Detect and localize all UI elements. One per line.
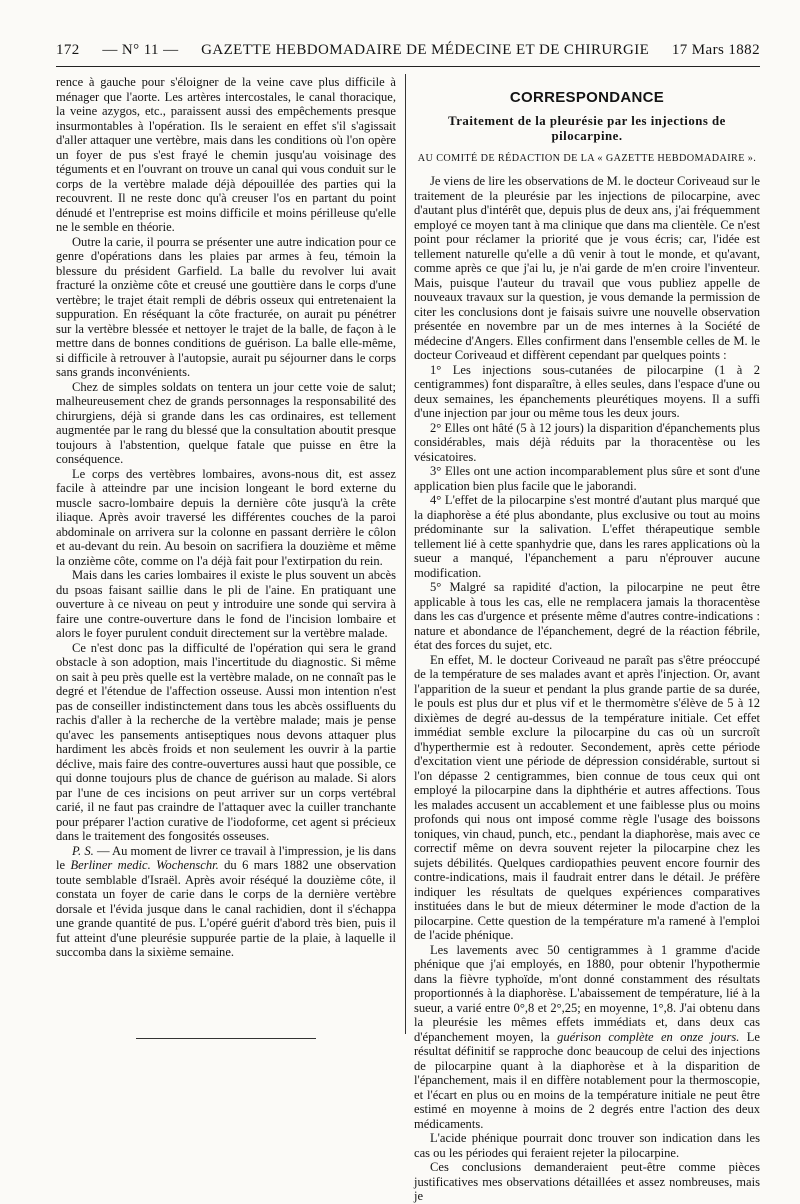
phenic-italic: guérison complète en onze jours. — [557, 1029, 740, 1044]
postscript — [56, 844, 396, 960]
left-paragraph-3: Chez de simples soldats on tentera un jour cette voie de salut; malheureusement chez de grands personnages la responsabilité des chirurgiens, déjà si grande dans les cas ordinaires, est tellement augmentée par le rang du blessé que la consultation aboutit presque toujours à l'abstention, quelque fatale que puisse en être la conséquence. — [56, 379, 396, 466]
page-header — [56, 42, 760, 64]
page-number: 172 — [56, 42, 80, 58]
left-paragraph-1: rence à gauche pour s'éloigner de la veine cave plus difficile à ménager que l'aorte. Les artères intercostales, le canal thoracique, la veine azygos, etc., paraissent aussi des empêchements presque insurmontables à l'opération. Ils le seraient en effet s'il s'agissait d'aller attaquer une vertèbre, mais dans les conditions où l'on opère un foyer de pus s'est frayé le chemin jusqu'au voisinage des téguments et en l'ouvrant on trouve un canal qui vous conduit sur le corps de la vertèbre malade déjà dépouillée des parties qui la recouvrent. Il ne reste donc qu'à creuser l'os en partant du point dénudé et l'entreprise est moins difficile et moins périlleuse qu'elle ne le semble en théorie. — [56, 75, 396, 234]
postscript-journal: Berliner medic. Wochenschr. — [70, 858, 219, 872]
left-column — [56, 75, 396, 960]
right-paragraph-1: Je viens de lire les observations de M. le docteur Coriveaud sur le traitement de la pleurésie par les injections de pilocarpine, avec d'autant plus d'intérêt que, depuis plus de deux ans, j'ai fréquemment employé ce moyen tant à ma clinique que dans ma clientèle. Ce n'est point pour réclamer la priorité que je vous écris; car, l'idée est tellement naturelle qu'elle a dû venir à tout le monde, et qu'avant, comme après ce que j'ai lu, je n'ai garde de m'en croire l'inventeur. Mais, puisque l'auteur du travail que vous publiez appelle de nouveaux travaux sur la question, je vous demande la permission de citer les conclusions dont je faisais suivre une nouvelle observation présentée en novembre par un de mes internes à la Société de médecine d'Angers. Elles confirment dans l'ensemble celles de M. le docteur Coriveaud et diffèrent cependant par quelques points : — [414, 174, 760, 362]
right-paragraph-indication: L'acide phénique pourrait donc trouver son indication dans les cas ou les périodes qui feraient rejeter la pilocarpine. — [414, 1131, 760, 1160]
right-paragraph-final: Ces conclusions demanderaient peut-être comme pièces justificatives mes observations détaillées et assez nombreuses, mais je — [414, 1160, 760, 1203]
left-paragraph-5: Mais dans les caries lombaires il existe le plus souvent un abcès du psoas faisant saillie dans le pli de l'aine. En pratiquant une ouverture à ce niveau on peut y introduire une sonde qui servira à faire une contre-ouverture dans le fond de l'incision lombaire et alors le foyer purulent conduit directement sur la vertèbre malade. — [56, 568, 396, 640]
conclusion-2: 2° Elles ont hâté (5 à 12 jours) la disparition d'épanchements plus considérables, mais déjà réduits par la thoracentèse ou les vésicatoires. — [414, 420, 760, 464]
right-paragraph-phenic-acid — [414, 943, 760, 1132]
article-title: Traitement de la pleurésie par les injections de pilocarpine. — [448, 113, 726, 143]
right-column — [414, 75, 760, 1204]
conclusion-1: 1° Les injections sous-cutanées de pilocarpine (1 à 2 centigrammes) font disparaître, à elles seules, dans l'espace d'une ou deux semaines, les épanchements pleurétiques moyens. Il a suffi d'une injection par jour ou même tous les deux jours. — [414, 362, 760, 420]
conclusion-5: 5° Malgré sa rapidité d'action, la pilocarpine ne peut être applicable à tous les cas, elle ne remplacera jamais la thoracentèse dans les cas d'urgence et présente même d'autres contre-indications : nature et abondance de l'épanchement, degré de la réaction fébrile, état des forces du sujet, etc. — [414, 580, 760, 652]
addressee-line: AU COMITÉ DE RÉDACTION DE LA « GAZETTE HEBDOMADAIRE ». — [417, 152, 757, 164]
postscript-text-b: du 6 mars 1882 une observation toute semblable d'Israël. Après avoir réséqué la douzième côte, il constata un foyer de carie dans le corps de la dernière vertèbre dorsale et l'évida jusque dans le canal rachidien, dont il s'échappa une grande quantité de pus. L'opéré guérit d'abord très bien, puis il fut atteint d'une pleurésie suppurée partie de la plaie, à laquelle il succomba dans la sixième semaine. — [56, 858, 397, 959]
column-divider — [405, 74, 406, 1034]
header-rule — [56, 66, 760, 67]
issue-date: 17 Mars 1882 — [671, 42, 760, 58]
left-paragraph-6: Ce n'est donc pas la difficulté de l'opération qui sera le grand obstacle à son adoption, mais l'incertitude du diagnostic. Si même on sait à peu près quelle est la vertèbre malade, on ne connaît pas le degré et l'étendue de l'affection osseuse. Aussi mon intention n'est pas de conseiller indistinctement dans tous les abcès ossifluents du rachis d'aller à la recherche de la vertèbre malade; mais je pense qu'avec les pansements antiseptiques nous devons attaquer plus hardiment les abcès froids et non seulement les ouvrir à la partie déclive, mais faire des contre-ouvertures aussi haut que possible, ce qui donne toujours plus de chance de guérison au malade. Si alors par l'une de ces incisions on peut arriver sur un corps vertébral carié, il ne faut pas craindre de l'attaquer avec la cuiller tranchante pour préparer l'action curative de l'iodoforme, cet agent si précieux dans le traitement des fongosités osseuses. — [56, 640, 396, 843]
right-paragraph-temperature: En effet, M. le docteur Coriveaud ne paraît pas s'être préoccupé de la température de ses malades avant et après l'injection. Or, avant l'apparition de la sueur et pendant la plus grande partie de sa durée, le pouls est plus dur et plus vif et le thermomètre s'élève de 5 à 12 dixièmes de degré au-dessus de la température initiale. Cet effet immédiat semble exclure la pilocarpine du cas où un surcroît d'hyperthermie est à redouter. Secondement, après cette période d'excitation vient une période de dépression considérable, surtout si l'on dépasse 2 centigrammes, bien connue de tous ceux qui ont employé la pilocarpine dans la diphthérie et autres affections. Tous les malades accusent un accablement et une faiblesse plus ou moins profonds qui nous ont imposé comme règle l'usage des boissons toniques, vin chaud, punch, etc., pendant la diaphorèse, mais avec ce correctif même on devra souvent rejeter la pilocarpine chez les sujets débilités. Quelques cardiopathies peuvent encore fournir des contre-indications, mais il faudrait entrer dans le détail. Je préfère indiquer les résultats de quelques expériences comparatives instituées dans le but de mieux déterminer le mode d'action de la pilocarpine. Cette question de la température m'a ramené à l'emploi de l'acide phénique. — [414, 652, 760, 942]
conclusion-3: 3° Elles ont une action incomparablement plus sûre et sont d'une application bien plus facile que le jaborandi. — [414, 464, 760, 493]
phenic-text-a: Les lavements avec 50 centigrammes à 1 gramme d'acide phénique que j'ai employés, en 1880, pour obtenir l'hypothermie dans la fièvre typhoïde, m'ont donné constamment des résultats proportionnés à la diaphorèse. L'abaissement de température, lié à la sueur, a varié entre 0°,8 et 2°,25; en moyenne, 1°,8. J'ai obtenu dans la pleurésie les mêmes effets immédiats et, dans deux cas d'épanchement moyen, la — [414, 942, 760, 1044]
article-end-rule — [136, 1038, 316, 1039]
left-paragraph-2: Outre la carie, il pourra se présenter une autre indication pour ce genre d'opérations dans les plaies par armes à feu, témoin la blessure du président Garfield. La balle du revolver lui avait fracturé la onzième côte et creusé une gouttière dans le corps d'une vertèbre; le trajet était rempli de débris osseux qui entretenaient la suppuration. En réséquant la côte fracturée, on aurait pu pénétrer sur la vertèbre blessée et nettoyer le trajet de la balle, de façon à le mettre dans de bonnes conditions de guérison. La balle elle-même, si difficile à retrouver à l'autopsie, aurait pu séjourner dans le corps sans grands inconvénients. — [56, 234, 396, 379]
left-paragraph-4: Le corps des vertèbres lombaires, avons-nous dit, est assez facile à atteindre par une incision longeant le bord externe du muscle sacro-lombaire depuis la dernière côte jusqu'à la crête iliaque. Après avoir traversé les différentes couches de la paroi abdominale on arrivera sur la colonne en passant derrière le côlon et au-devant du rein. Au besoin on sacrifiera la douzième et même la onzième côte, comme on l'a déjà fait pour l'extirpation du rein. — [56, 466, 396, 568]
postscript-label: P. S. — [72, 843, 94, 858]
conclusion-4: 4° L'effet de la pilocarpine s'est montré d'autant plus marqué que la diaphorèse a été plus abondante, plus exclusive ou tout au moins prédominante sur la salivation. L'effet thérapeutique semble tellement lié à cette spanhydrie que, dans les rares applications où la sueur a manqué, l'épanchement a paru n'éprouver aucune modification. — [414, 493, 760, 580]
postscript-text-a: — Au moment de livrer ce travail à l'impression, je lis dans le — [56, 843, 397, 872]
issue-number: — N° 11 — — [102, 42, 179, 58]
phenic-text-b: Le résultat définitif se rapproche donc beaucoup de celui des injections de pilocarpine quant à la diaphorèse et à la disparition de l'épanchement, mais il en diffère notablement pour la thermoscopie, et l'écart en plus ou en moins de la température initiale ne peut être estimé en moyenne à moins de 2 degrés entre l'action des deux médicaments. — [414, 1029, 760, 1131]
section-title: CORRESPONDANCE — [509, 89, 665, 106]
journal-title: GAZETTE HEBDOMADAIRE DE MÉDECINE ET DE CHIRURGIE — [201, 42, 650, 58]
